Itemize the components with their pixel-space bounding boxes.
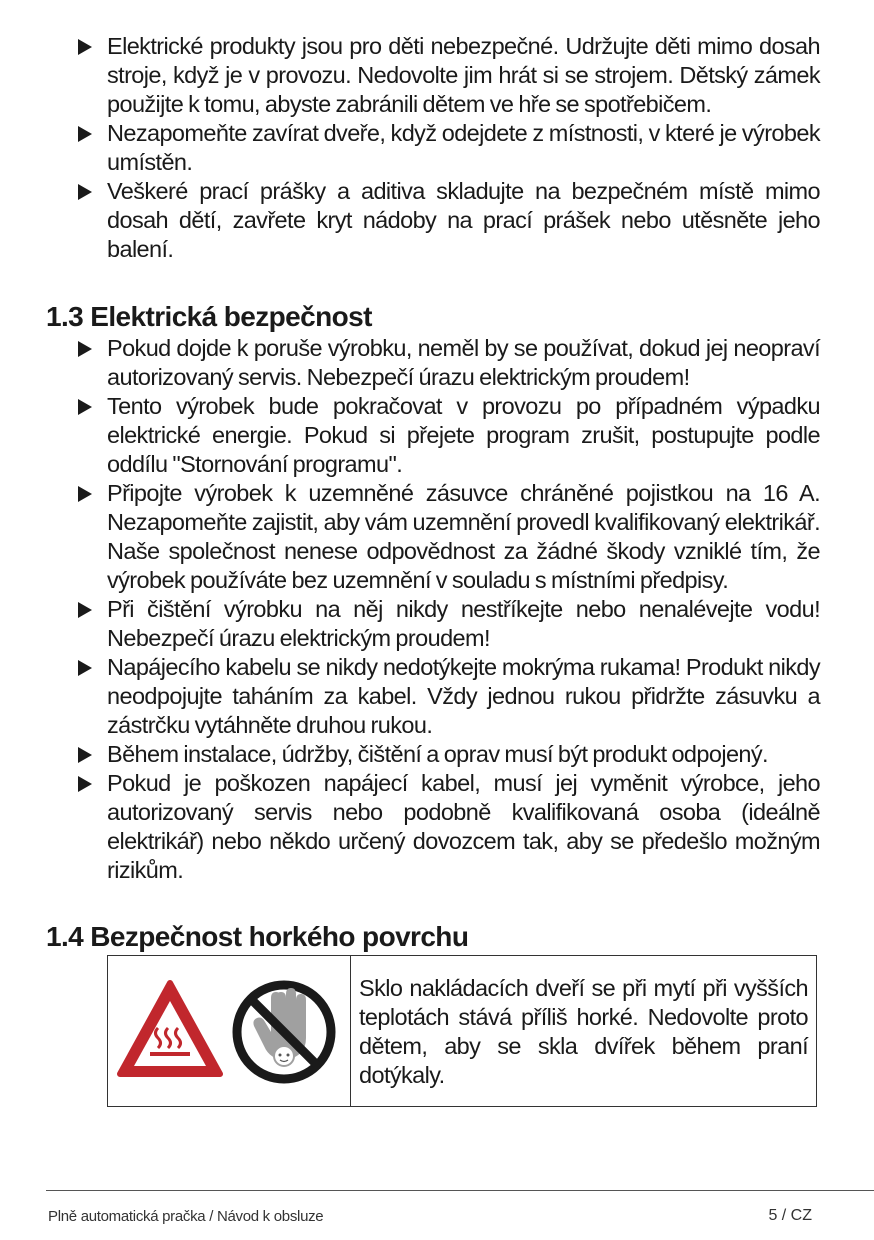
warning-icons-graphic: [108, 956, 350, 1106]
list-item: Nezapomeňte zavírat dveře, když odejdete z místnosti, v které je výrobek umístěn.: [0, 119, 874, 177]
hot-surface-warning-box: [107, 955, 817, 1107]
footer-document-title: Plně automatická pračka / Návod k obsluze: [48, 1208, 324, 1225]
list-item: Napájecího kabelu se nikdy nedotýkejte mokrýma rukama! Produkt nikdy neodpojujte taháním za kabel. Vždy jednou rukou přidržte zásuvku a zástrčku vytáhněte druhou rukou.: [0, 653, 874, 740]
list-item: Během instalace, údržby, čištění a oprav musí být produkt odpojený.: [0, 740, 874, 769]
bullet-arrow-icon: [78, 341, 92, 357]
no-touch-children-icon: [237, 985, 331, 1079]
bullet-arrow-icon: [78, 602, 92, 618]
warning-icons-cell: [108, 956, 351, 1106]
bullet-arrow-icon: [78, 399, 92, 415]
bullet-arrow-icon: [78, 776, 92, 792]
section-heading-electrical-safety: 1.3 Elektrická bezpečnost: [46, 301, 372, 332]
bullet-arrow-icon: [78, 486, 92, 502]
bullet-arrow-icon: [78, 660, 92, 676]
bullet-arrow-icon: [78, 126, 92, 142]
list-item: Pokud dojde k poruše výrobku, neměl by se používat, dokud jej neopraví autorizovaný servis. Nebezpečí úrazu elektrickým proudem!: [0, 334, 874, 392]
list-item: Připojte výrobek k uzemněné zásuvce chráněné pojistkou na 16 A. Nezapomeňte zajistit, aby vám uzemnění provedl kvalifikovaný elektrikář. Naše společnost nenese odpovědnost za žádné škody vzniklé tím, že výrobek používáte bez uzemnění v souladu s místními předpisy.: [0, 479, 874, 595]
list-item: Veškeré prací prášky a aditiva skladujte na bezpečném místě mimo dosah dětí, zavřete kryt nádoby na prací prášek nebo utěsněte jeho balení.: [0, 177, 874, 264]
bullet-arrow-icon: [78, 747, 92, 763]
hot-surface-warning-icon: [120, 983, 220, 1074]
section-heading-hot-surface: 1.4 Bezpečnost horkého povrchu: [46, 921, 469, 952]
section-1-2-bullet-list: [0, 32, 874, 264]
bullet-arrow-icon: [78, 184, 92, 200]
footer-divider: [46, 1190, 874, 1191]
list-item: Elektrické produkty jsou pro děti nebezpečné. Udržujte děti mimo dosah stroje, když je v provozu. Nedovolte jim hrát si se strojem. Dětský zámek použijte k tomu, abyste zabránili dětem ve hře se spotřebičem.: [0, 32, 874, 119]
footer-page-number: 5 / CZ: [768, 1207, 812, 1224]
hot-surface-warning-text: Sklo nakládacích dveří se při mytí při vyšších teplotách stává příliš horké. Nedovolte proto dětem, aby se skla dvířek během praní dotýkaly.: [359, 975, 808, 1088]
list-item: Pokud je poškozen napájecí kabel, musí jej vyměnit výrobce, jeho autorizovaný servis nebo podobně kvalifikovaná osoba (ideálně elektrikář) nebo někdo určený dovozcem tak, aby se předešlo možným rizikům.: [0, 769, 874, 885]
list-item: Tento výrobek bude pokračovat v provozu po případném výpadku elektrické energie. Pokud si přejete program zrušit, postupujte podle oddílu "Stornování programu".: [0, 392, 874, 479]
list-item: Při čištění výrobku na něj nikdy nestříkejte nebo nenalévejte vodu! Nebezpečí úrazu elektrickým proudem!: [0, 595, 874, 653]
section-1-3-bullet-list: [0, 334, 874, 885]
bullet-arrow-icon: [78, 39, 92, 55]
